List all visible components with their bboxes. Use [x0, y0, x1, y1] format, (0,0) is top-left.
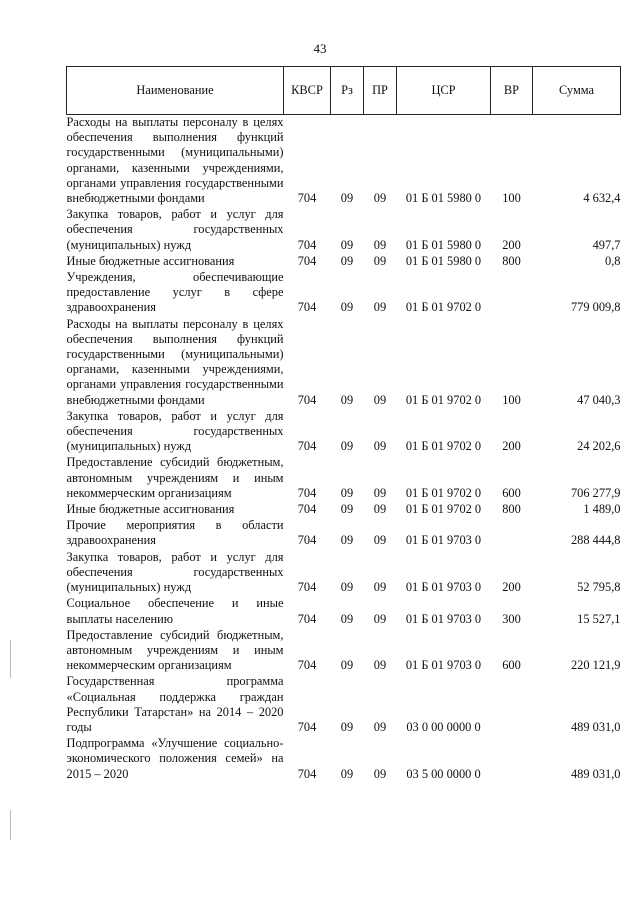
cell-sum: 15 527,1: [577, 611, 621, 626]
cell-csr: 03 0 00 0000 0: [406, 719, 481, 734]
cell-csr: 01 Б 01 9703 0: [405, 580, 482, 595]
cell-pr: 09: [373, 191, 387, 206]
cell-pr: 09: [373, 485, 387, 500]
cell-rz: 09: [340, 658, 354, 673]
cell-rz: 09: [340, 253, 354, 268]
cell-kvsr: 704: [297, 502, 317, 517]
cell-pr: 09: [373, 719, 387, 734]
cell-rz: 09: [340, 580, 354, 595]
cell-name: Закупка товаров, работ и услуг для обеспечения государственных (муниципальных) нужд: [66, 408, 284, 454]
cell-name: Прочие мероприятия в области здравоохранения: [66, 518, 284, 548]
cell-sum: 288 444,8: [570, 533, 621, 548]
table-row: [67, 317, 621, 409]
header-rz: Рз: [331, 67, 364, 115]
cell-name: Иные бюджетные ассигнования: [66, 253, 235, 268]
cell-vr: [491, 736, 533, 783]
cell-rz: 09: [340, 191, 354, 206]
table-row: [67, 674, 621, 736]
cell-vr: 200: [502, 439, 521, 454]
cell-vr: 200: [502, 237, 521, 252]
cell-pr: 09: [373, 533, 387, 548]
cell-csr: 01 Б 01 9702 0: [405, 439, 482, 454]
cell-kvsr: 704: [297, 766, 317, 781]
cell-name: Расходы на выплаты персоналу в целях обеспечения выполнения функций государственными (муниципальными) органами, казенными учреждениями, органами управления государственными внебюджетными фондами: [66, 316, 284, 407]
cell-pr: 09: [373, 392, 387, 407]
cell-rz: 09: [340, 485, 354, 500]
cell-sum: 220 121,9: [570, 658, 621, 673]
cell-csr: 01 Б 01 9702 0: [405, 300, 482, 315]
cell-rz: 09: [340, 719, 354, 734]
cell-kvsr: 704: [297, 611, 317, 626]
cell-kvsr: 704: [297, 300, 317, 315]
cell-rz: 09: [340, 392, 354, 407]
cell-name: Государственная программа «Социальная поддержка граждан Республики Татарстан» на 2014 – 2020 годы: [66, 674, 284, 734]
cell-sum: 779 009,8: [570, 300, 621, 315]
table-header-row: [67, 67, 621, 115]
cell-sum: 52 795,8: [577, 580, 621, 595]
header-pr: ПР: [364, 67, 397, 115]
cell-vr: 800: [502, 253, 521, 268]
table-row: [67, 736, 621, 783]
cell-csr: 01 Б 01 9703 0: [405, 611, 482, 626]
cell-vr: [491, 270, 533, 317]
cell-name: Закупка товаров, работ и услуг для обеспечения государственных (муниципальных) нужд: [66, 549, 284, 595]
cell-kvsr: 704: [297, 237, 317, 252]
cell-sum: 1 489,0: [583, 502, 621, 517]
cell-csr: 01 Б 01 9703 0: [405, 658, 482, 673]
cell-csr: 01 Б 01 9702 0: [405, 502, 482, 517]
cell-sum: 497,7: [592, 237, 621, 252]
table-body: [67, 115, 621, 783]
cell-rz: 09: [340, 766, 354, 781]
header-kvsr: КВСР: [284, 67, 331, 115]
cell-pr: 09: [373, 439, 387, 454]
table-row: [67, 254, 621, 270]
cell-name: Социальное обеспечение и иные выплаты населению: [66, 596, 284, 626]
header-sum: Сумма: [533, 67, 621, 115]
cell-kvsr: 704: [297, 439, 317, 454]
cell-vr: 300: [502, 611, 521, 626]
cell-kvsr: 704: [297, 191, 317, 206]
cell-kvsr: 704: [297, 533, 317, 548]
cell-name: Расходы на выплаты персоналу в целях обеспечения выполнения функций государственными (муниципальными) органами, казенными учреждениями, органами управления государственными внебюджетными фондами: [66, 115, 284, 206]
cell-rz: 09: [340, 300, 354, 315]
cell-rz: 09: [340, 533, 354, 548]
cell-name: Учреждения, обеспечивающие предоставление услуг в сфере здравоохранения: [66, 270, 284, 315]
cell-kvsr: 704: [297, 392, 317, 407]
header-name: Наименование: [67, 67, 284, 115]
table-row: [67, 596, 621, 627]
cell-rz: 09: [340, 237, 354, 252]
table-row: [67, 115, 621, 208]
cell-vr: 200: [502, 580, 521, 595]
cell-pr: 09: [373, 253, 387, 268]
scan-margin-mark: [10, 810, 11, 840]
scan-margin-mark: [10, 640, 11, 678]
cell-name: Подпрограмма «Улучшение социально-экономического положения семей» на 2015 – 2020: [66, 736, 284, 781]
cell-sum: 47 040,3: [577, 392, 621, 407]
table-row: [67, 207, 621, 254]
cell-name: Закупка товаров, работ и услуг для обеспечения государственных (муниципальных) нужд: [66, 207, 284, 252]
header-csr: ЦСР: [397, 67, 491, 115]
cell-rz: 09: [340, 439, 354, 454]
cell-sum: 489 031,0: [570, 719, 621, 734]
cell-rz: 09: [340, 502, 354, 517]
header-vr: ВР: [491, 67, 533, 115]
cell-pr: 09: [373, 611, 387, 626]
cell-csr: 01 Б 01 9703 0: [405, 533, 482, 548]
cell-vr: [491, 674, 533, 736]
table-row: [67, 455, 621, 502]
cell-rz: 09: [340, 611, 354, 626]
cell-sum: 4 632,4: [583, 191, 621, 206]
cell-sum: 24 202,6: [577, 439, 621, 454]
cell-sum: 489 031,0: [570, 766, 621, 781]
cell-kvsr: 704: [297, 253, 317, 268]
cell-vr: 600: [502, 485, 521, 500]
cell-pr: 09: [373, 237, 387, 252]
cell-vr: 600: [502, 658, 521, 673]
cell-csr: 01 Б 01 5980 0: [405, 237, 482, 252]
table-row: [67, 502, 621, 518]
cell-kvsr: 704: [297, 658, 317, 673]
cell-csr: 03 5 00 0000 0: [406, 766, 481, 781]
cell-csr: 01 Б 01 5980 0: [405, 253, 482, 268]
table-row: [67, 409, 621, 456]
cell-name: Предоставление субсидий бюджетным, автономным учреждениям и иным некоммерческим организациям: [66, 627, 284, 673]
table-row: [67, 628, 621, 675]
cell-pr: 09: [373, 502, 387, 517]
page-number: 43: [313, 41, 327, 56]
table-row: [67, 270, 621, 317]
table-row: [67, 550, 621, 597]
cell-pr: 09: [373, 580, 387, 595]
cell-kvsr: 704: [297, 485, 317, 500]
cell-name: Иные бюджетные ассигнования: [66, 502, 235, 517]
cell-csr: 01 Б 01 9702 0: [405, 485, 482, 500]
cell-kvsr: 704: [297, 719, 317, 734]
cell-pr: 09: [373, 766, 387, 781]
cell-csr: 01 Б 01 9702 0: [405, 392, 482, 407]
cell-sum: 0,8: [605, 253, 621, 268]
table-row: [67, 518, 621, 549]
cell-vr: [491, 518, 533, 549]
cell-csr: 01 Б 01 5980 0: [405, 191, 482, 206]
cell-name: Предоставление субсидий бюджетным, автономным учреждениям и иным некоммерческим организациям: [66, 455, 284, 500]
budget-table: [66, 66, 621, 783]
cell-kvsr: 704: [297, 580, 317, 595]
cell-pr: 09: [373, 658, 387, 673]
cell-vr: 100: [502, 392, 521, 407]
cell-vr: 800: [502, 502, 521, 517]
cell-sum: 706 277,9: [570, 485, 621, 500]
cell-pr: 09: [373, 300, 387, 315]
cell-vr: 100: [502, 191, 521, 206]
